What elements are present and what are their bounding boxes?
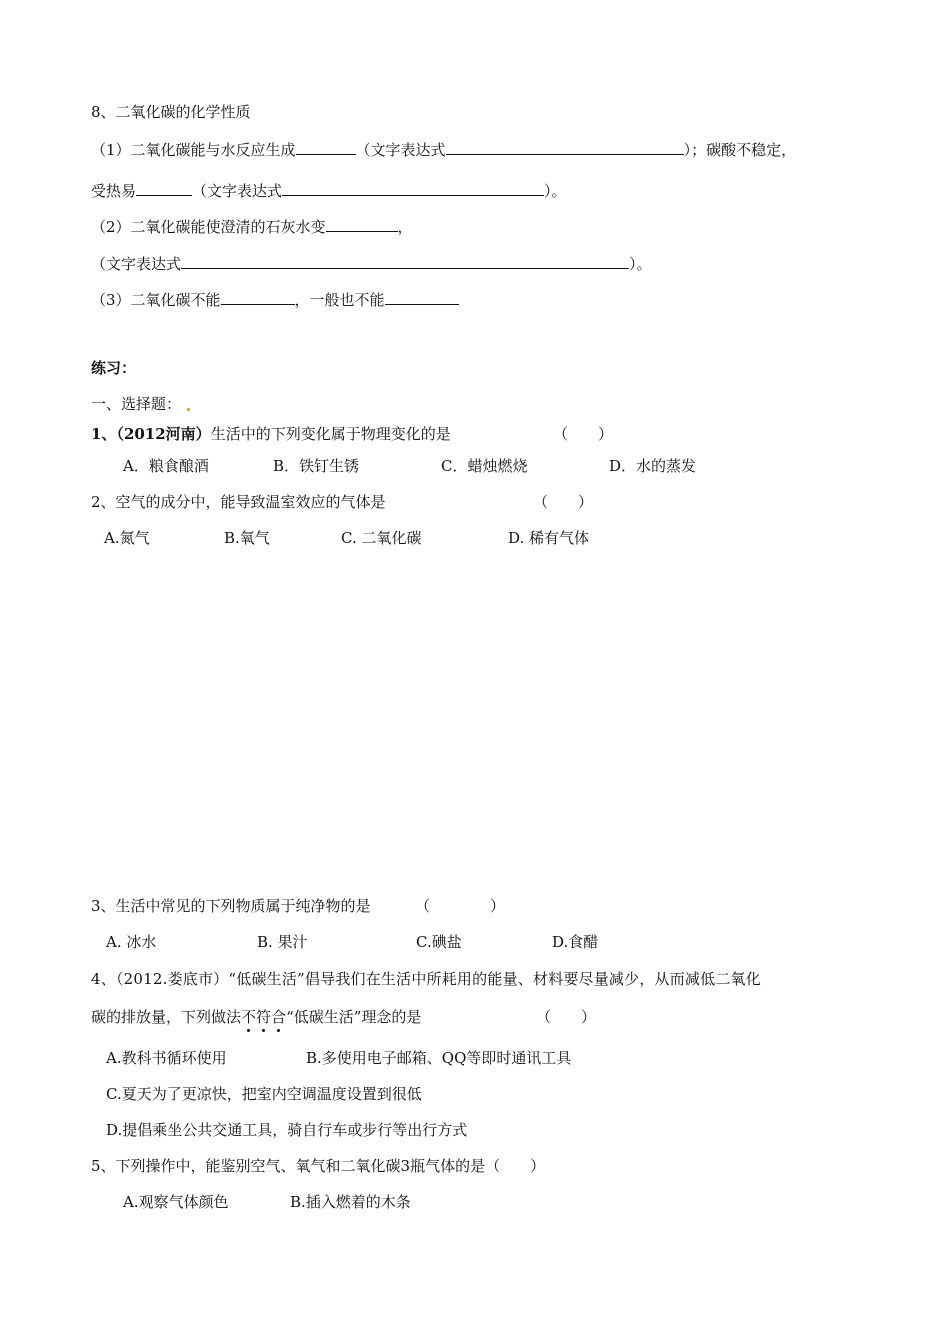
q4-text-b: “低碳生活”理念的是: [286, 1008, 422, 1026]
blank-field[interactable]: [221, 289, 295, 305]
q3-option-a[interactable]: A. 冰水: [106, 933, 157, 951]
blank-field[interactable]: [326, 216, 398, 232]
practice-title: 练习：: [91, 359, 137, 377]
blank-field[interactable]: [282, 180, 544, 196]
s8-l4-text-b: ）。: [629, 255, 652, 273]
part-one-heading: [91, 394, 190, 414]
section-8-line-2: [91, 180, 567, 201]
question-1: [91, 424, 451, 444]
q3-option-c[interactable]: C.碘盐: [416, 933, 462, 951]
blank-field[interactable]: [181, 253, 629, 269]
s8-l3-text-b: ，: [397, 218, 413, 236]
q1-option-b[interactable]: B．铁钉生锈: [273, 457, 360, 475]
question-5: 5、下列操作中，能鉴别空气、氧气和二氧化碳3瓶气体的是（ ）: [91, 1157, 546, 1175]
q5-option-a[interactable]: A.观察气体颜色: [123, 1193, 229, 1211]
section-8-line-5: [91, 289, 459, 310]
q5-option-b[interactable]: B.插入燃着的木条: [290, 1193, 411, 1211]
s8-l1-text-b: （文字表达式: [355, 141, 446, 159]
q4-option-b[interactable]: B.多使用电子邮箱、QQ等即时通讯工具: [306, 1049, 572, 1067]
blank-field[interactable]: [446, 139, 684, 155]
emphasis-char: 合: [271, 1008, 287, 1026]
q3-option-d[interactable]: D.食醋: [552, 933, 599, 951]
part-one-label: 一、选择题：: [91, 395, 182, 413]
s8-l2-text-b: （文字表达式: [192, 182, 283, 200]
section-8-line-4: [91, 253, 652, 274]
blank-field[interactable]: [385, 289, 459, 305]
question-4-line-1: 4、（2012.娄底市）“低碳生活”倡导我们在生活中所耗用的能量、材料要尽量减少，从而减低二氧化: [91, 970, 761, 988]
q2-option-d[interactable]: D. 稀有气体: [508, 529, 590, 547]
section-8-line-3: [91, 216, 413, 237]
q3-answer-paren[interactable]: （ ）: [415, 897, 506, 915]
question-2: 2、空气的成分中，能导致温室效应的气体是: [91, 493, 386, 511]
blank-field[interactable]: [296, 139, 356, 155]
q1-number: 1、: [91, 425, 117, 443]
question-3: 3、生活中常见的下列物质属于纯净物的是: [91, 897, 371, 915]
q2-option-b[interactable]: B.氧气: [224, 529, 270, 547]
s8-l2-text-a: 受热易: [91, 182, 137, 200]
q1-source: （2012河南）: [116, 425, 211, 443]
q1-option-d[interactable]: D．水的蒸发: [609, 457, 697, 475]
s8-l1-text-c: ）；碳酸不稳定，: [683, 141, 797, 159]
q3-option-b[interactable]: B. 果汁: [257, 933, 308, 951]
emphasis-char: 不: [241, 1008, 257, 1026]
q1-option-c[interactable]: C．蜡烛燃烧: [441, 457, 528, 475]
blank-field[interactable]: [136, 180, 192, 196]
s8-l5-text-a: （3）二氧化碳不能: [91, 291, 221, 309]
question-4-line-2: [91, 1007, 421, 1027]
s8-l2-text-c: ）。: [544, 182, 567, 200]
s8-l3-text-a: （2）二氧化碳能使澄清的石灰水变: [91, 218, 326, 236]
section-8-line-1: [91, 139, 796, 160]
q4-answer-paren[interactable]: （ ）: [536, 1008, 597, 1026]
q4-option-d[interactable]: D.提倡乘坐公共交通工具，骑自行车或步行等出行方式: [106, 1121, 468, 1139]
q4-option-c[interactable]: C.夏天为了更凉快，把室内空调温度设置到很低: [106, 1085, 422, 1103]
s8-l5-text-b: ，一般也不能: [294, 291, 385, 309]
q2-option-c[interactable]: C. 二氧化碳: [341, 529, 422, 547]
q2-option-a[interactable]: A.氮气: [104, 529, 150, 547]
q1-answer-paren[interactable]: （ ）: [553, 425, 614, 443]
q1-option-a[interactable]: A．粮食酿酒: [123, 457, 209, 475]
s8-l4-text-a: （文字表达式: [91, 255, 182, 273]
q2-answer-paren[interactable]: （ ）: [533, 493, 594, 511]
q4-option-a[interactable]: A.教科书循环使用: [106, 1049, 227, 1067]
section-8-title: 8、二氧化碳的化学性质: [91, 103, 251, 121]
q1-text: 生活中的下列变化属于物理变化的是: [210, 425, 451, 443]
q4-text-a: 碳的排放量，下列做法: [91, 1008, 242, 1026]
dot-mark-icon: [187, 408, 190, 411]
emphasis-char: 符: [256, 1008, 272, 1026]
s8-l1-text-a: （1）二氧化碳能与水反应生成: [91, 141, 296, 159]
